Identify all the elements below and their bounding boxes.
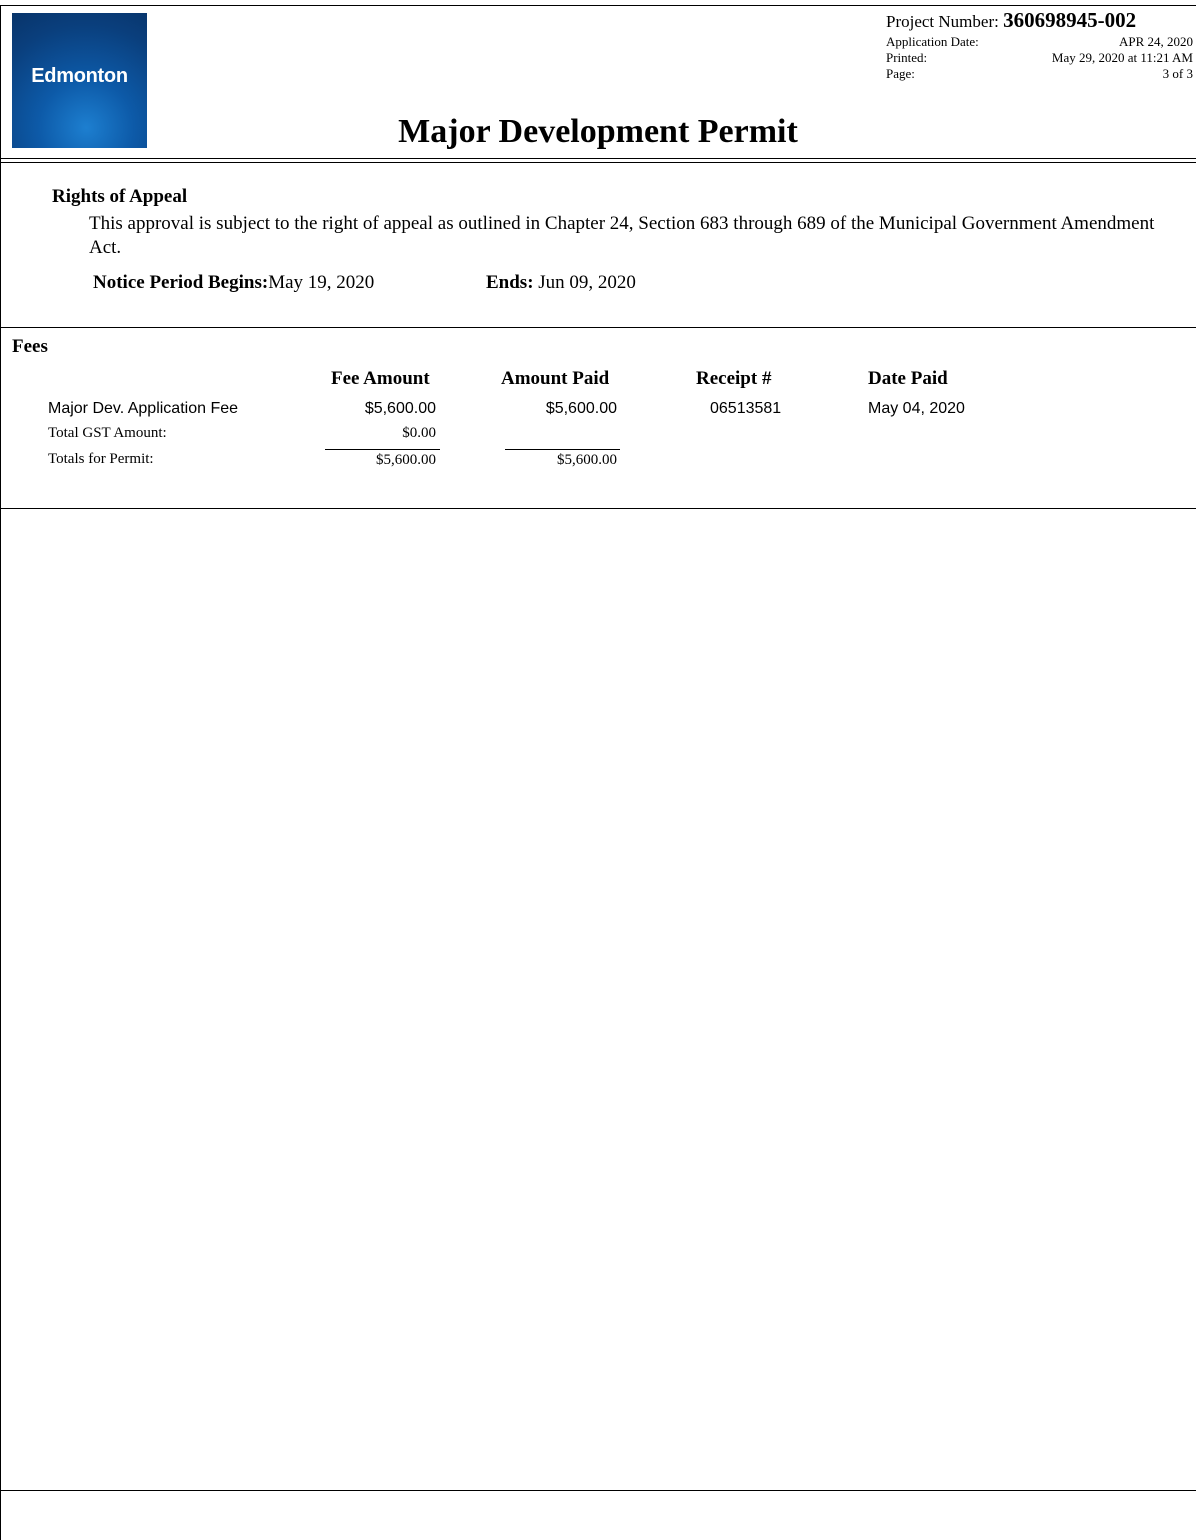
appeal-text: This approval is subject to the right of appeal as outlined in Chapter 24, Section 683 through 689 of the Municipal Government Amendment Act.: [89, 213, 1155, 258]
appeal-divider: [0, 327, 1196, 328]
document-title: Major Development Permit: [398, 113, 798, 150]
document-meta: [886, 8, 1193, 82]
page-number: 3 of 3: [1162, 66, 1193, 81]
notice-ends: [486, 272, 636, 294]
appeal-heading: Rights of Appeal: [52, 186, 188, 207]
fee-row-fee-amount: $5,600.00: [364, 400, 436, 417]
printed-label: Printed:: [886, 50, 928, 65]
project-number: 360698945-002: [1003, 8, 1137, 32]
fee-amount-header: Fee Amount: [331, 368, 430, 389]
notice-begins-label: Notice Period Begins:: [93, 272, 269, 293]
page-row: [886, 66, 1193, 82]
date-paid-header: Date Paid: [868, 368, 948, 389]
fee-row-receipt: 06513581: [710, 400, 782, 417]
printed-date: May 29, 2020 at 11:21 AM: [1051, 50, 1193, 65]
project-number-line: [886, 8, 1193, 34]
total-fee-amount: $5,600.00: [376, 452, 436, 468]
footer-divider: [0, 1490, 1196, 1491]
printed-row: [886, 50, 1193, 66]
totals-label: Totals for Permit:: [48, 451, 154, 467]
gst-amount: $0.00: [402, 425, 436, 441]
amount-paid-header: Amount Paid: [501, 368, 610, 389]
application-date: APR 24, 2020: [1118, 34, 1193, 49]
header-divider-bottom: [0, 162, 1196, 163]
paid-total-rule: [505, 449, 620, 450]
gst-label: Total GST Amount:: [48, 425, 167, 441]
receipt-header: Receipt #: [696, 368, 772, 389]
fee-total-rule: [325, 449, 440, 450]
notice-ends-label: Ends:: [486, 272, 534, 293]
project-number-label: Project Number:: [886, 12, 999, 31]
notice-ends-date: Jun 09, 2020: [538, 272, 636, 293]
fees-heading: Fees: [12, 336, 48, 357]
notice-begins-date: May 19, 2020: [268, 272, 375, 293]
application-date-row: [886, 34, 1193, 50]
fee-row-date-paid: May 04, 2020: [868, 400, 965, 417]
logo-text: Edmonton: [31, 65, 128, 87]
header-divider-top: [0, 158, 1196, 159]
fees-divider: [0, 508, 1196, 509]
total-amount-paid: $5,600.00: [557, 452, 617, 468]
fee-row-name: Major Dev. Application Fee: [48, 400, 239, 417]
application-date-label: Application Date:: [886, 34, 979, 49]
fee-row-amount-paid: $5,600.00: [545, 400, 617, 417]
notice-begins: [93, 272, 374, 294]
page-label: Page:: [886, 66, 915, 81]
